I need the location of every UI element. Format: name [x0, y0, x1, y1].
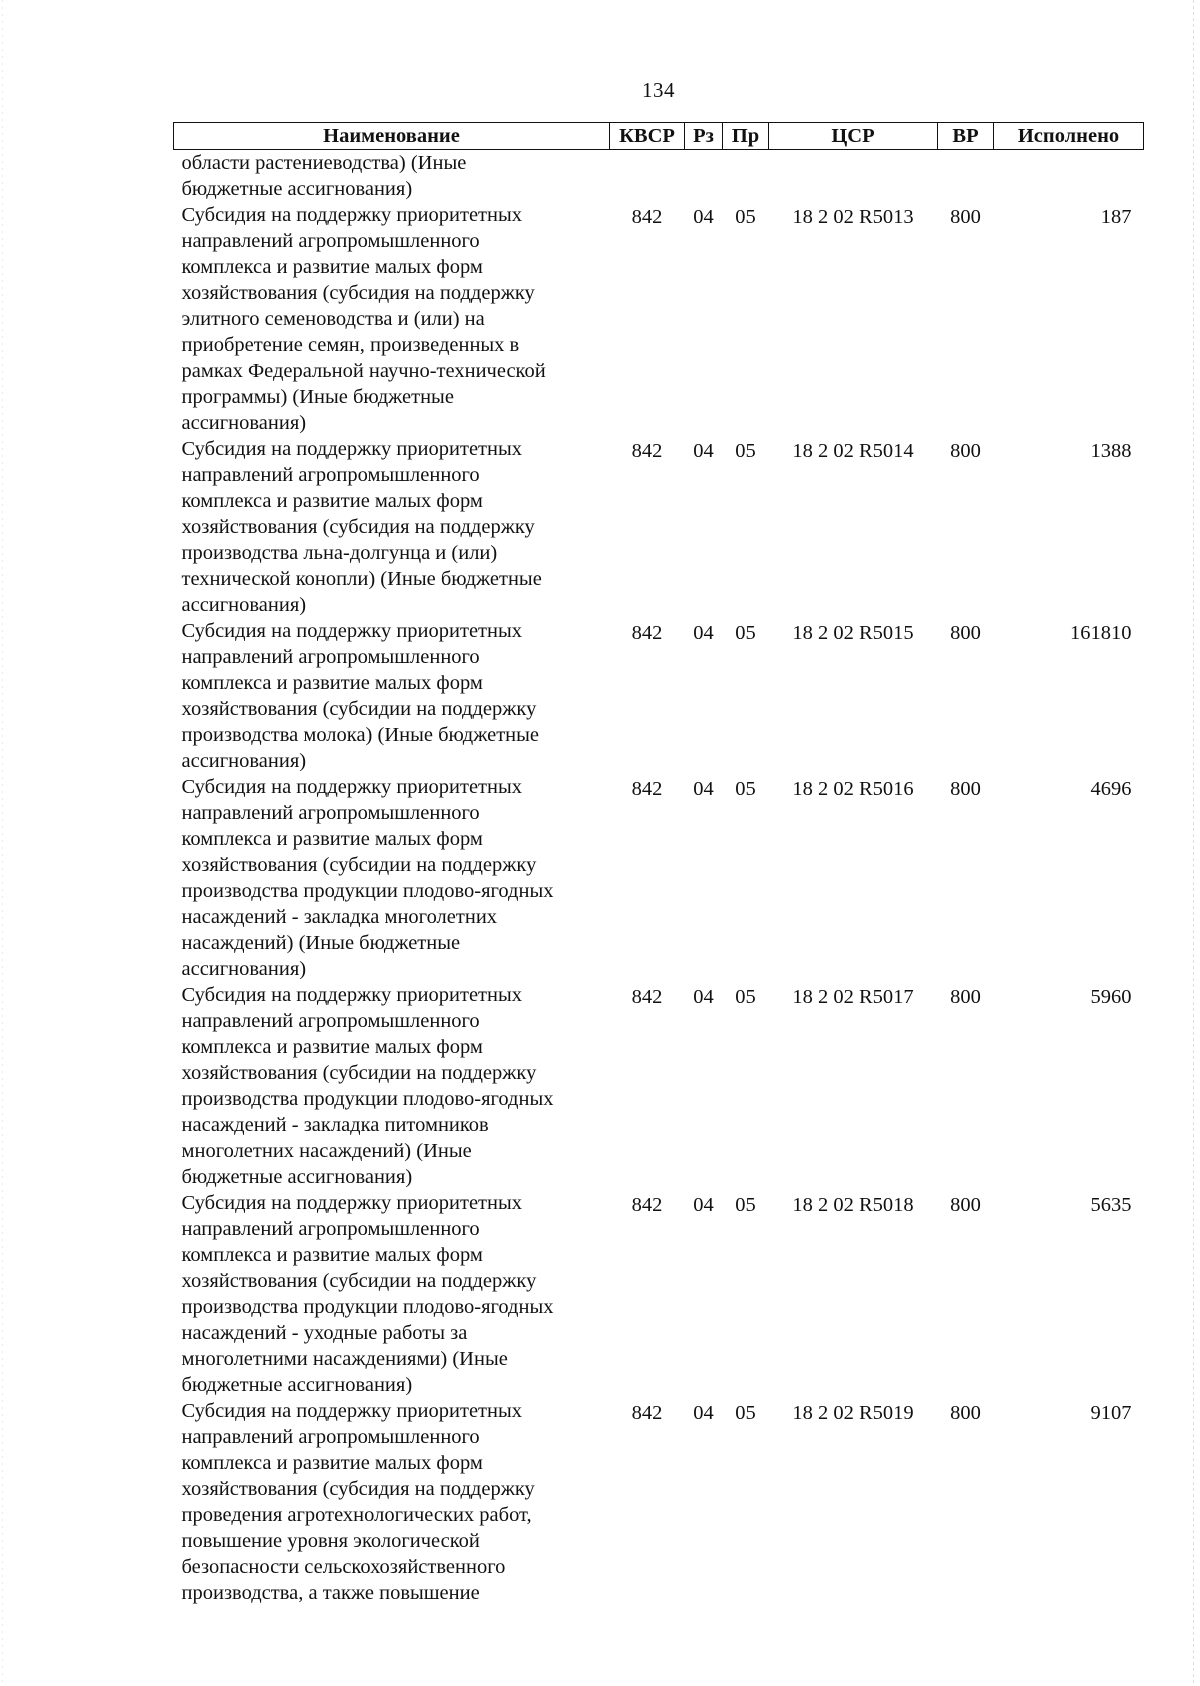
row-kvsr: 842: [631, 1402, 663, 1424]
row-csr: 18 2 02 R5017: [792, 986, 914, 1008]
header-row: [174, 123, 1144, 150]
row-csr: [769, 150, 938, 203]
row-done: 161810: [1070, 622, 1132, 644]
row-name: Субсидия на поддержку приоритетных направлений агропромышленного комплекса и развитие малых форм хозяйствования (субсидии на поддержку производства продукции плодово-ягодных насаждений - уходные работы за многолетними насаждениями) (Иные бюджетные ассигнования): [181, 1192, 554, 1396]
table-row: [174, 150, 1144, 203]
row-name: области растениеводства) (Иные бюджетные ассигнования): [181, 152, 467, 200]
table-header: [174, 123, 1144, 150]
row-done: 5960: [1090, 986, 1132, 1008]
scan-edge-right: [1193, 0, 1194, 1686]
row-pr: 05: [735, 206, 756, 228]
row-vr: 800: [950, 986, 981, 1008]
row-done: [994, 150, 1144, 203]
row-pr: 05: [735, 1402, 756, 1424]
row-csr: 18 2 02 R5015: [792, 622, 914, 644]
row-name: Субсидия на поддержку приоритетных направлений агропромышленного комплекса и развитие малых форм хозяйствования (субсидии на поддержку производства продукции плодово-ягодных насаждений - закладка питомников многолетних насаждений) (Иные бюджетные ассигнования): [181, 984, 554, 1188]
table-row: [174, 774, 1144, 982]
table-row: [174, 436, 1144, 618]
header-csr: ЦСР: [769, 123, 938, 150]
row-rz: 04: [693, 206, 714, 228]
row-rz: 04: [693, 1194, 714, 1216]
row-csr: 18 2 02 R5016: [792, 778, 914, 800]
row-csr: 18 2 02 R5013: [792, 206, 914, 228]
row-vr: 800: [950, 206, 981, 228]
table-row: [174, 982, 1144, 1190]
row-name: Субсидия на поддержку приоритетных направлений агропромышленного комплекса и развитие малых форм хозяйствования (субсидия на поддержку проведения агротехнологических работ, повышение уровня экологической безопасности сельскохозяйственного производства, а также повышение: [181, 1400, 535, 1604]
row-kvsr: 842: [631, 1194, 663, 1216]
table-row: [174, 1190, 1144, 1398]
page-number: 134: [642, 78, 675, 102]
scan-edge-left: [2, 0, 3, 1686]
row-pr: 05: [735, 440, 756, 462]
header-done: Исполнено: [994, 123, 1144, 150]
row-pr: 05: [735, 986, 756, 1008]
row-vr: [938, 150, 994, 203]
row-pr: [723, 150, 769, 203]
row-csr: 18 2 02 R5018: [792, 1194, 914, 1216]
row-done: 187: [1100, 206, 1132, 228]
row-kvsr: [610, 150, 685, 203]
table-row: [174, 202, 1144, 436]
row-done: 4696: [1090, 778, 1132, 800]
header-vr: ВР: [938, 123, 994, 150]
row-vr: 800: [950, 622, 981, 644]
table-body: [174, 150, 1144, 1607]
table-row: [174, 618, 1144, 774]
row-pr: 05: [735, 778, 756, 800]
row-pr: 05: [735, 622, 756, 644]
row-kvsr: 842: [631, 986, 663, 1008]
row-kvsr: 842: [631, 206, 663, 228]
row-vr: 800: [950, 778, 981, 800]
table-row: [174, 1398, 1144, 1606]
row-rz: 04: [693, 622, 714, 644]
header-name: Наименование: [174, 123, 610, 150]
row-csr: 18 2 02 R5014: [792, 440, 914, 462]
row-vr: 800: [950, 1402, 981, 1424]
row-name: Субсидия на поддержку приоритетных направлений агропромышленного комплекса и развитие малых форм хозяйствования (субсидия на поддержку производства льна-долгунца и (или) технической конопли) (Иные бюджетные ассигнования): [181, 438, 542, 616]
header-kvsr: КВСР: [610, 123, 685, 150]
row-done: 5635: [1090, 1194, 1132, 1216]
row-rz: 04: [693, 778, 714, 800]
row-csr: 18 2 02 R5019: [792, 1402, 914, 1424]
row-vr: 800: [950, 440, 981, 462]
header-rz: Рз: [685, 123, 723, 150]
row-vr: 800: [950, 1194, 981, 1216]
row-rz: 04: [693, 440, 714, 462]
row-name: Субсидия на поддержку приоритетных направлений агропромышленного комплекса и развитие малых форм хозяйствования (субсидии на поддержку производства молока) (Иные бюджетные ассигнования): [181, 620, 540, 772]
row-name: Субсидия на поддержку приоритетных направлений агропромышленного комплекса и развитие малых форм хозяйствования (субсидия на поддержку элитного семеноводства и (или) на приобретение семян, произведенных в рамках Федеральной научно-технической программы) (Иные бюджетные ассигнования): [181, 204, 546, 434]
row-kvsr: 842: [631, 622, 663, 644]
row-kvsr: 842: [631, 440, 663, 462]
budget-table: [173, 122, 1144, 1606]
row-rz: [685, 150, 723, 203]
row-rz: 04: [693, 1402, 714, 1424]
row-rz: 04: [693, 986, 714, 1008]
row-pr: 05: [735, 1194, 756, 1216]
header-pr: Пр: [723, 123, 769, 150]
row-name: Субсидия на поддержку приоритетных направлений агропромышленного комплекса и развитие малых форм хозяйствования (субсидии на поддержку производства продукции плодово-ягодных насаждений - закладка многолетних насаждений) (Иные бюджетные ассигнования): [181, 776, 554, 980]
row-done: 9107: [1090, 1402, 1132, 1424]
row-kvsr: 842: [631, 778, 663, 800]
row-done: 1388: [1090, 440, 1132, 462]
